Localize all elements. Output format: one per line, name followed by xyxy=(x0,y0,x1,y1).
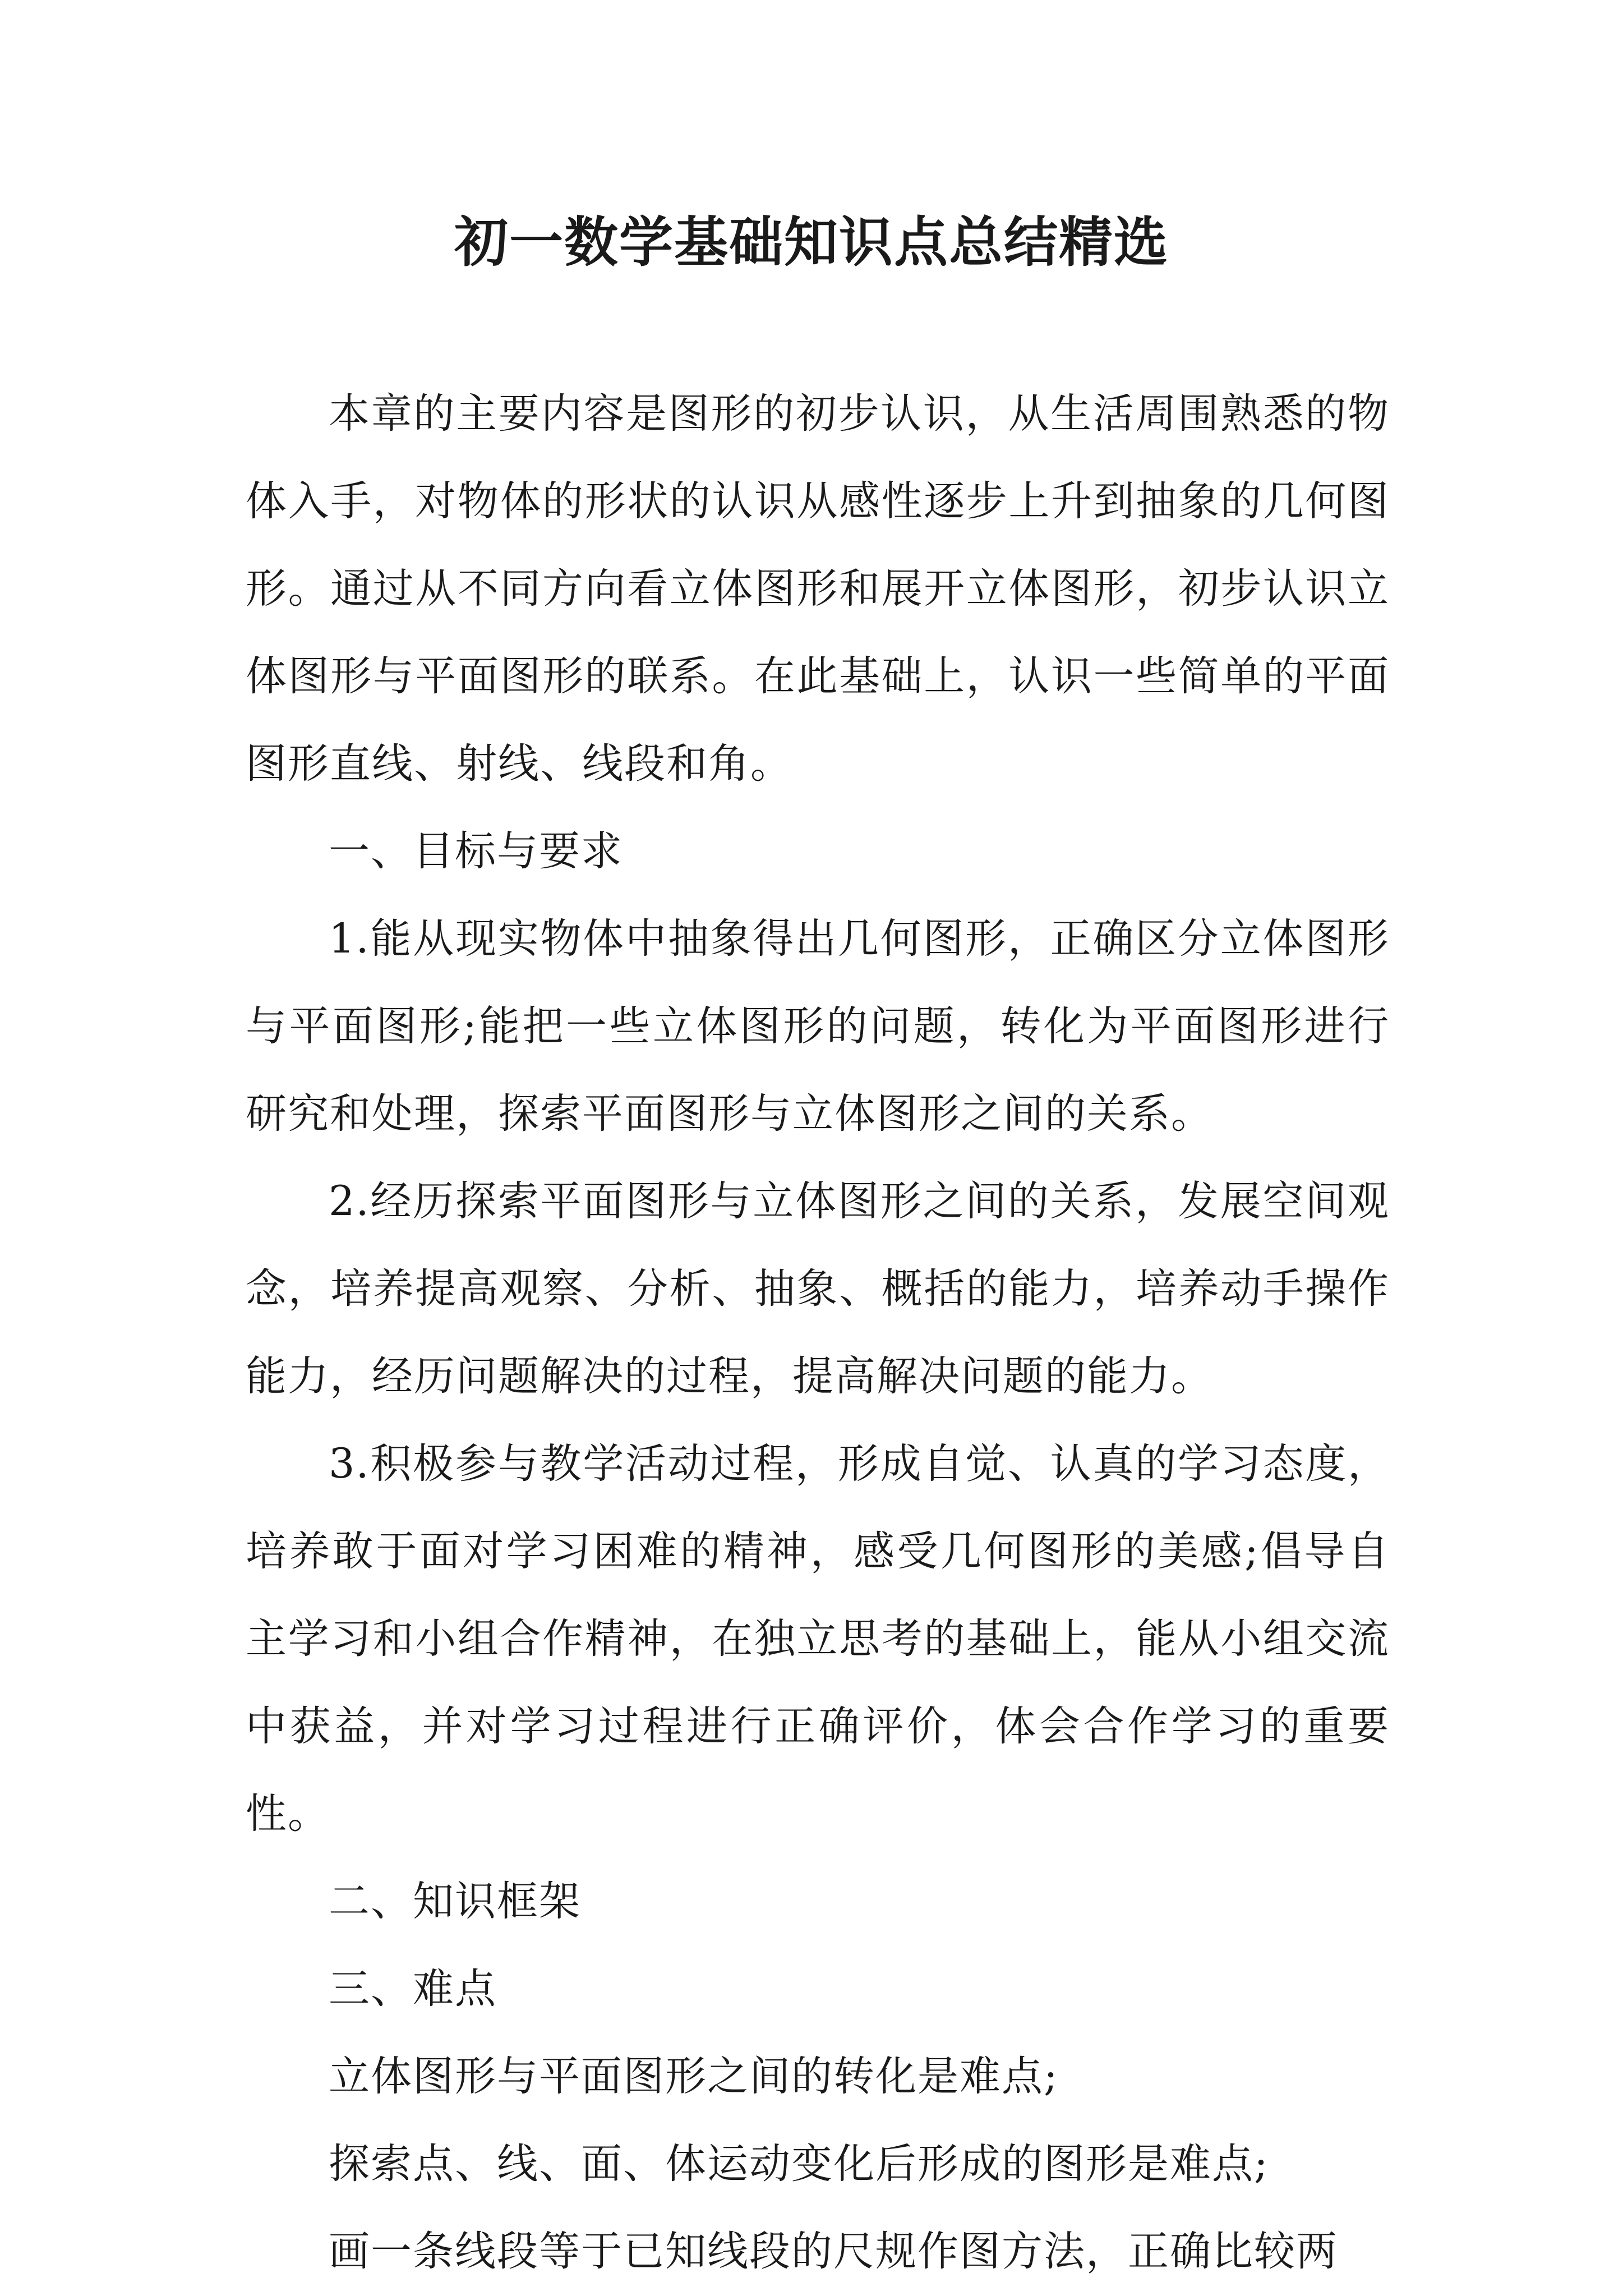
difficulty-item-2: 探索点、线、面、体运动变化后形成的图形是难点; xyxy=(329,2140,1269,2188)
section-heading-framework: 二、知识框架 xyxy=(329,1878,581,1925)
difficulty-item-3: 画一条线段等于已知线段的尺规作图方法，正确比较两 xyxy=(329,2228,1338,2275)
section-heading-difficulties: 三、难点 xyxy=(329,1965,497,2013)
difficulty-item-1: 立体图形与平面图形之间的转化是难点; xyxy=(329,2053,1059,2100)
document-body xyxy=(246,370,1390,2295)
goal-item-3: 3.积极参与教学活动过程，形成自觉、认真的学习态度，培养敢于面对学习困难的精神，感受几何图形的美感;倡导自主学习和小组合作精神，在独立思考的基础上，能从小组交流中获益，并对学习过程进行正确评价，体会合作学习的重要性。 xyxy=(246,1440,1390,1838)
section-heading-goals: 一、目标与要求 xyxy=(329,827,623,875)
intro-paragraph: 本章的主要内容是图形的初步认识，从生活周围熟悉的物体入手，对物体的形状的认识从感性逐步上升到抽象的几何图形。通过从不同方向看立体图形和展开立体图形，初步认识立体图形与平面图形的联系。在此基础上，认识一些简单的平面图形直线、射线、线段和角。 xyxy=(246,390,1390,788)
goal-item-1: 1.能从现实物体中抽象得出几何图形，正确区分立体图形与平面图形;能把一些立体图形的问题，转化为平面图形进行研究和处理，探索平面图形与立体图形之间的关系。 xyxy=(246,915,1390,1138)
goal-item-2: 2.经历探索平面图形与立体图形之间的关系，发展空间观念，培养提高观察、分析、抽象、概括的能力，培养动手操作能力，经历问题解决的过程，提高解决问题的能力。 xyxy=(246,1177,1390,1400)
document-title: 初一数学基础知识点总结精选 xyxy=(454,210,1169,274)
